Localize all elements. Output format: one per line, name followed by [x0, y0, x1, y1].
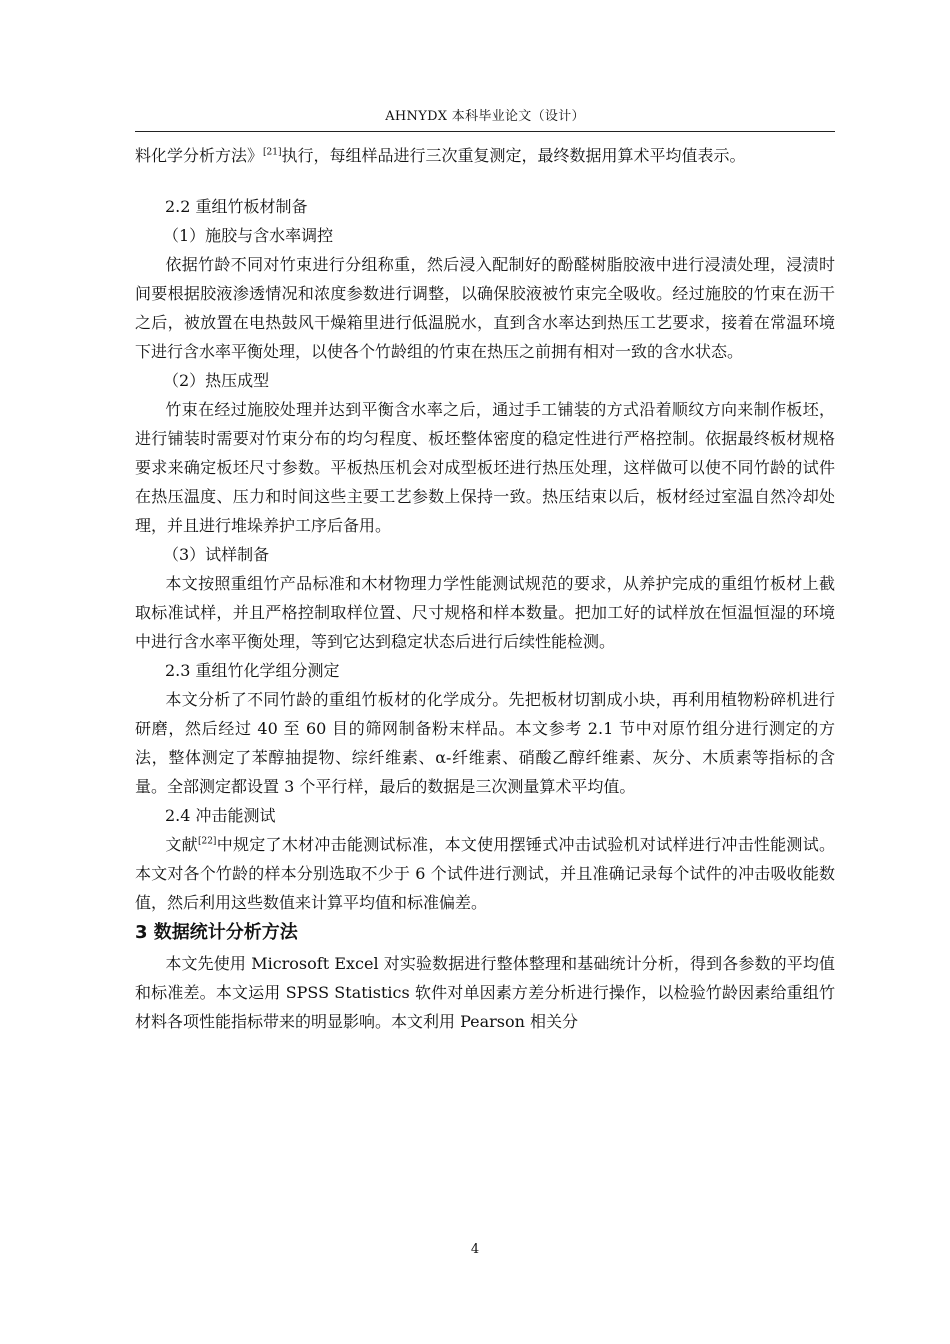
subsection-hot-press-heading: （2）热压成型 [163, 371, 270, 390]
paragraph-statistics: 本文先使用 Microsoft Excel 对实验数据进行整体整理和基础统计分析，得到各参数的平均值和标准差。本文运用 SPSS Statistics 软件对单因素方差分析进行操作，以检验竹龄因素给重组竹材料各项性能指标带来的明显影响。本文利用 Pearson 相关分 [135, 954, 835, 1031]
page-body [135, 141, 835, 1036]
paragraph-hot-press: 竹束在经过施胶处理并达到平衡含水率之后，通过手工铺装的方式沿着顺纹方向来制作板坯，进行铺装时需要对竹束分布的均匀程度、板坯整体密度的稳定性进行严格控制。依据最终板材规格要求来确定板坯尺寸参数。平板热压机会对成型板坯进行热压处理，这样做可以使不同竹龄的试件在热压温度、压力和时间这些主要工艺参数上保持一致。热压结束以后，板材经过室温自然冷却处理，并且进行堆垛养护工序后备用。 [135, 400, 835, 535]
paragraph-glue-moisture: 依据竹龄不同对竹束进行分组称重，然后浸入配制好的酚醛树脂胶液中进行浸渍处理，浸渍时间要根据胶液渗透情况和浓度参数进行调整，以确保胶液被竹束完全吸收。经过施胶的竹束在沥干之后，被放置在电热鼓风干燥箱里进行低温脱水，直到含水率达到热压工艺要求，接着在常温环境下进行含水率平衡处理，以使各个竹龄组的竹束在热压之前拥有相对一致的含水状态。 [135, 255, 835, 361]
header-title: AHNYDX 本科毕业论文（设计） [385, 109, 585, 124]
paragraph-chemical-analysis: 本文分析了不同竹龄的重组竹板材的化学成分。先把板材切割成小块，再利用植物粉碎机进行研磨，然后经过 40 至 60 目的筛网制备粉末样品。本文参考 2.1 节中对原竹组分进行测定的方法，整体测定了苯醇抽提物、综纤维素、α-纤维素、硝酸乙醇纤维素、灰分、木质素等指标的含量。全部测定都设置 3 个平行样，最后的数据是三次测量算术平均值。 [135, 690, 835, 796]
section-3-heading: 3 数据统计分析方法 [135, 922, 298, 943]
citation-ref-22: [22] [197, 836, 217, 847]
paragraph-impact-test: 文献[22]中规定了木材冲击能测试标准，本文使用摆锤式冲击试验机对试样进行冲击性能测试。本文对各个竹龄的样本分别选取不少于 6 个试件进行测试，并且准确记录每个试件的冲击吸收能数值，然后利用这些数值来计算平均值和标准偏差。 [135, 835, 835, 912]
subsection-specimen-prep-heading: （3）试样制备 [163, 545, 270, 564]
page-number: 4 [470, 1242, 480, 1257]
paragraph-specimen-prep: 本文按照重组竹产品标准和木材物理力学性能测试规范的要求，从养护完成的重组竹板材上截取标准试样，并且严格控制取样位置、尺寸规格和样本数量。把加工好的试样放在恒温恒湿的环境中进行含水率平衡处理，等到它达到稳定状态后进行后续性能检测。 [135, 574, 835, 651]
subsection-glue-moisture-heading: （1）施胶与含水率调控 [163, 226, 334, 245]
continued-paragraph: 料化学分析方法》[21]执行，每组样品进行三次重复测定，最终数据用算术平均值表示。 [135, 146, 746, 165]
citation-ref-21: [21] [263, 147, 282, 158]
section-2-3-heading: 2.3 重组竹化学组分测定 [165, 661, 340, 680]
section-2-2-heading: 2.2 重组竹板材制备 [165, 197, 308, 216]
page-header [135, 103, 835, 132]
section-2-4-heading: 2.4 冲击能测试 [165, 806, 276, 825]
